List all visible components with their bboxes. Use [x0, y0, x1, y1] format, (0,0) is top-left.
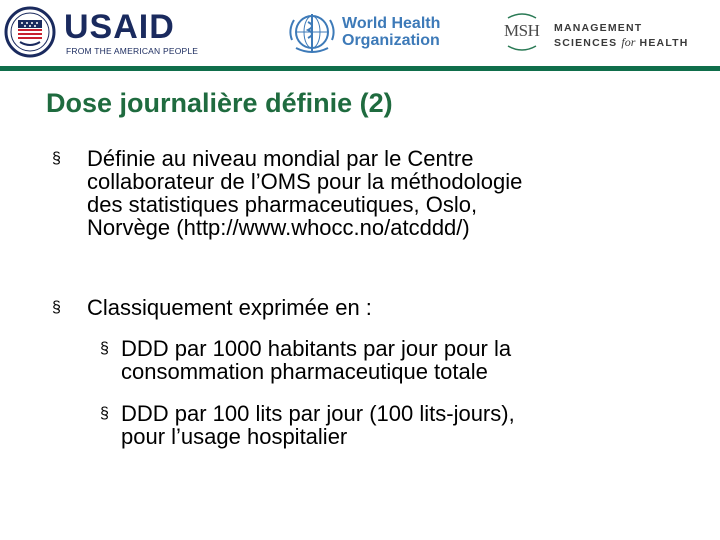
bullet-item: [52, 296, 672, 319]
bullet-marker: §: [100, 405, 109, 422]
bullet-marker: §: [52, 299, 61, 316]
bullet-marker: §: [52, 150, 61, 167]
sub-bullet-item: [100, 402, 660, 448]
sub-bullet-text: DDD par 100 lits par jour (100 lits-jours), pour l’usage hospitalier: [121, 401, 515, 449]
msh-logo: [502, 12, 702, 52]
usaid-tagline: FROM THE AMERICAN PEOPLE: [66, 46, 199, 56]
sub-bullet-text: DDD par 1000 habitants par jour pour la consommation pharmaceutique totale: [121, 336, 512, 384]
bullet-text: Définie au niveau mondial par le Centre collaborateur de l’OMS pour la méthodologie des statistiques pharmaceutiques, Oslo, Norvège (http://www.whocc.no/atcddd/): [87, 146, 523, 240]
bullet-text: Classiquement exprimée en :: [87, 295, 372, 320]
slide-title: Dose journalière définie (2): [46, 88, 393, 118]
msh-mark-text: MSH: [504, 21, 540, 40]
bullet-marker: §: [100, 340, 109, 357]
usaid-seal-icon: [4, 6, 58, 58]
usaid-logo: [4, 6, 199, 58]
bullet-item: [52, 147, 672, 239]
msh-wordmark: MANAGEMENT SCIENCES for HEALTH: [554, 22, 689, 49]
who-logo: [286, 10, 446, 56]
who-wordmark: World Health Organization: [342, 15, 441, 49]
header-divider: [0, 66, 720, 71]
sub-bullet-item: [100, 337, 660, 383]
logo-header: [0, 0, 720, 66]
usaid-wordmark: USAID: [64, 8, 175, 46]
who-emblem-icon: [286, 10, 338, 56]
